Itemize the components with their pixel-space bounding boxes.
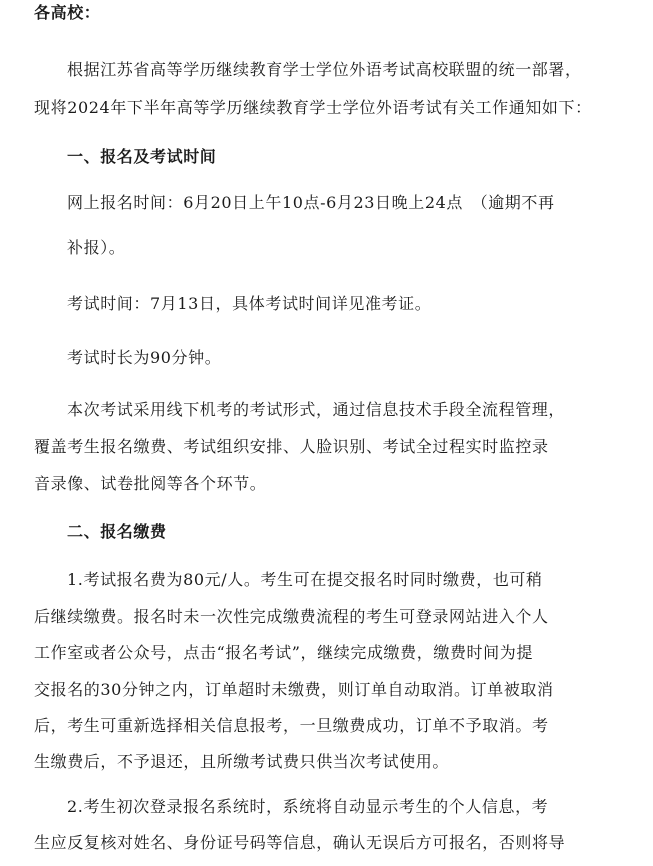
fee-item-line-3: 工作室或者公众号，点击“报名考试”，继续完成缴费，缴费时间为提 (34, 643, 533, 662)
fee-item-line-4: 交报名的30分钟之内，订单超时未缴费，则订单自动取消。订单被取消 (34, 680, 554, 699)
fee-item-line-6: 生缴费后，不予退还，且所缴考试费只供当次考试使用。 (34, 752, 450, 771)
exam-duration: 考试时长为90分钟。 (67, 348, 222, 367)
exam-time: 考试时间：7月13日，具体考试时间详见准考证。 (67, 294, 432, 313)
fee-item-line-5: 后，考生可重新选择相关信息报考，一旦缴费成功，订单不予取消。考 (34, 716, 549, 735)
fee-item-line-1: 1.考试报名费为80元/人。考生可在提交报名时同时缴费，也可稍 (67, 570, 543, 589)
exam-format-line-3: 音录像、试卷批阅等各个环节。 (34, 474, 267, 493)
fee-item-line-2: 后继续缴费。报名时未一次性完成缴费流程的考生可登录网站进入个人 (34, 607, 549, 626)
exam-format-line-2: 覆盖考生报名缴费、考试组织安排、人脸识别、考试全过程实时监控录 (34, 437, 549, 456)
exam-format-line-1: 本次考试采用线下机考的考试形式，通过信息技术手段全流程管理， (67, 400, 566, 419)
intro-line-1: 根据江苏省高等学历继续教育学士学位外语考试高校联盟的统一部署， (67, 60, 582, 79)
salutation: 各高校： (34, 3, 101, 22)
login-item-line-1: 2.考生初次登录报名系统时，系统将自动显示考生的个人信息，考 (67, 797, 549, 816)
section-1-heading: 一、报名及考试时间 (67, 147, 217, 166)
intro-line-2: 现将2024年下半年高等学历继续教育学士学位外语考试有关工作通知如下： (34, 98, 592, 117)
section-2-heading: 二、报名缴费 (67, 522, 167, 541)
registration-time-line-2: 补报）。 (67, 238, 126, 257)
registration-time-line-1: 网上报名时间：6月20日上午10点-6月23日晚上24点 （逾期不再 (67, 193, 555, 212)
login-item-line-2: 生应反复核对姓名、身份证号码等信息，确认无误后方可报名，否则将导 (34, 833, 566, 852)
